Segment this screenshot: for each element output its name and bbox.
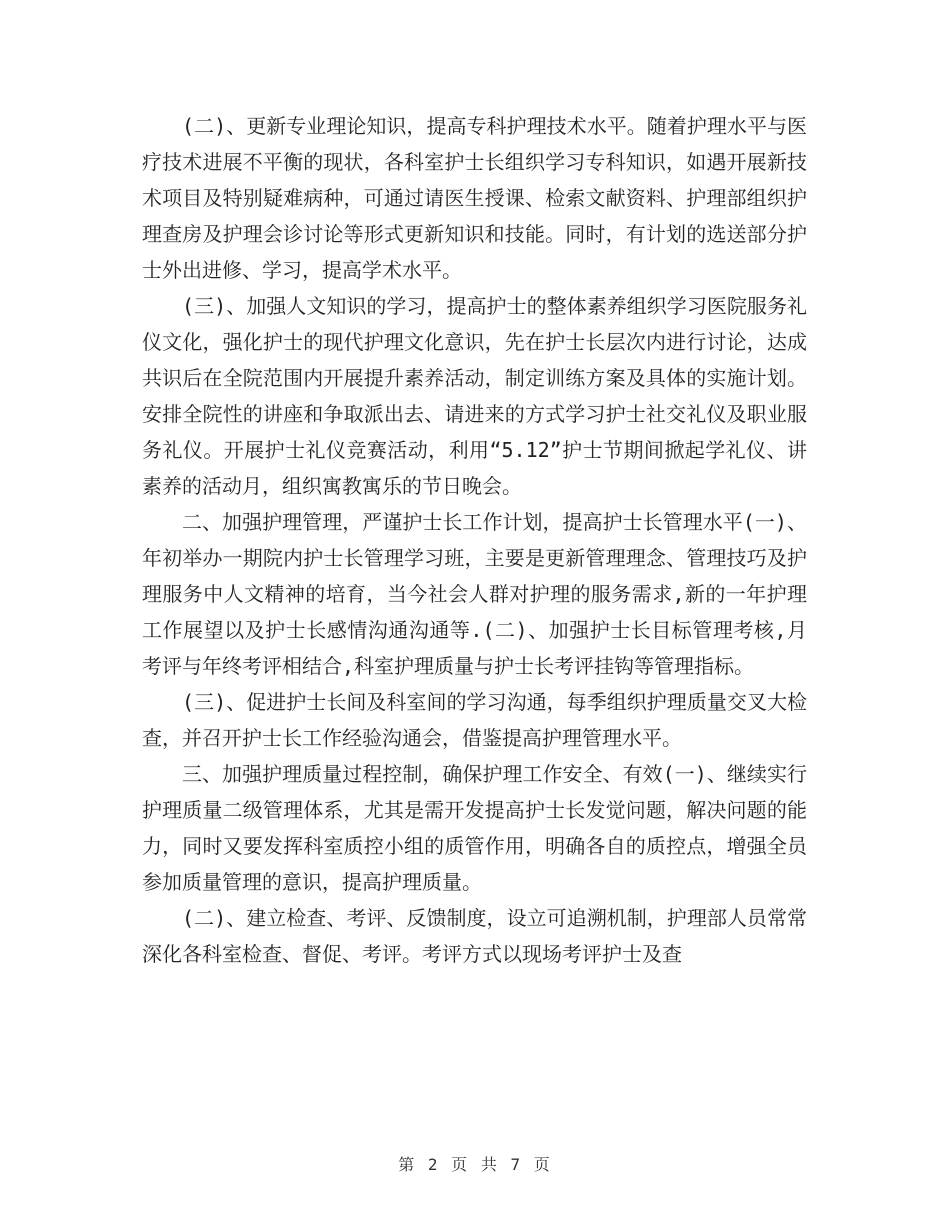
page-number-footer: 第 2 页 共 7 页 (398, 1155, 552, 1174)
document-body (142, 108, 807, 972)
paragraph-2: (三)、加强人文知识的学习，提高护士的整体素养组织学习医院服务礼仪文化，强化护士的现代护理文化意识，先在护士长层次内进行讨论，达成共识后在全院范围内开展提升素养活动，制定训练方案及具体的实施计划。安排全院性的讲座和争取派出去、请进来的方式学习护士社交礼仪及职业服务礼仪。开展护士礼仪竞赛活动，利用“5.12”护士节期间掀起学礼仪、讲素养的活动月，组织寓教寓乐的节日晚会。 (142, 294, 807, 498)
paragraph-4: (三)、促进护士长间及科室间的学习沟通，每季组织护理质量交叉大检查，并召开护士长工作经验沟通会，借鉴提高护理管理水平。 (142, 690, 807, 750)
paragraph-5: 三、加强护理质量过程控制，确保护理工作安全、有效(一)、继续实行护理质量二级管理体系，尤其是需开发提高护士长发觉问题，解决问题的能力，同时又要发挥科室质控小组的质管作用，明确各自的质控点，增强全员参加质量管理的意识，提高护理质量。 (142, 762, 807, 894)
paragraph-6: (二)、建立检查、考评、反馈制度，设立可追溯机制，护理部人员常常深化各科室检查、督促、考评。考评方式以现场考评护士及查 (142, 906, 807, 966)
paragraph-3: 二、加强护理管理，严谨护士长工作计划，提高护士长管理水平(一)、年初举办一期院内护士长管理学习班，主要是更新管理理念、管理技巧及护理服务中人文精神的培育，当今社会人群对护理的服务需求,新的一年护理工作展望以及护士长感情沟通沟通等.(二)、加强护士长目标管理考核,月考评与年终考评相结合,科室护理质量与护士长考评挂钩等管理指标。 (142, 510, 807, 678)
paragraph-1: (二)、更新专业理论知识，提高专科护理技术水平。随着护理水平与医疗技术进展不平衡的现状，各科室护士长组织学习专科知识，如遇开展新技术项目及特别疑难病种，可通过请医生授课、检索文献资料、护理部组织护理查房及护理会诊讨论等形式更新知识和技能。同时，有计划的选送部分护士外出进修、学习，提高学术水平。 (142, 114, 807, 282)
